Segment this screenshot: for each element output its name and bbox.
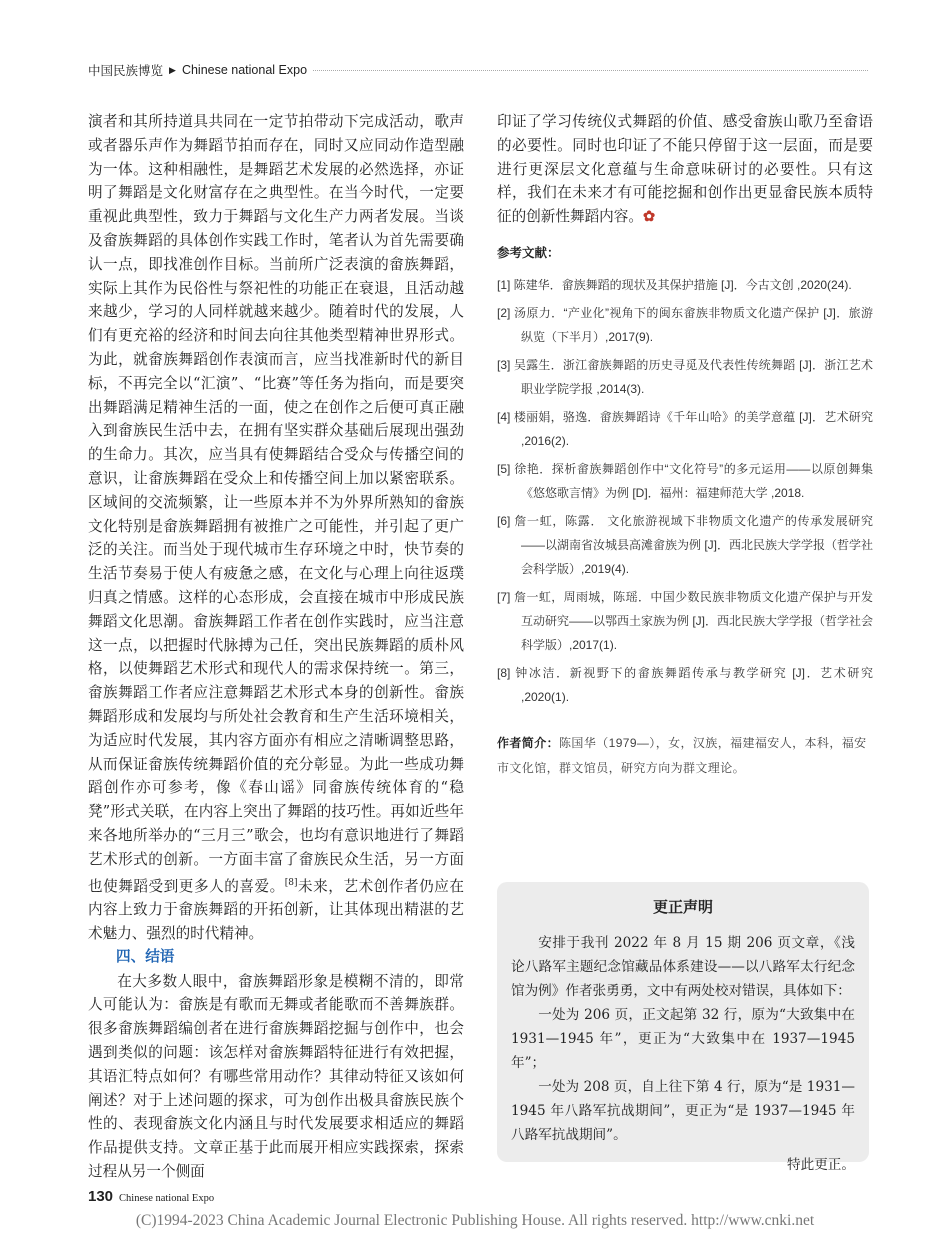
correction-title: 更正声明 xyxy=(652,899,713,916)
author-bio-text: 陈国华（1979—），女，汉族，福建福安人，本科，福安市文化馆，群文馆员，研究方向为群文理论。 xyxy=(497,735,867,775)
reference-item: [4] 楼丽娟，骆逸．畲族舞蹈诗《千年山哈》的美学意蕴 [J]．艺术研究 ,2016(2). xyxy=(497,409,873,448)
copyright-line: (C)1994-2023 China Academic Journal Electronic Publishing House. All rights reserved. http://www.cnki.net xyxy=(135,1212,815,1229)
correction-paragraph: 一处为 206 页，正文起第 32 行，原为“大致集中在 1931—1945 年”，更正为“大致集中在 1937—1945 年”； xyxy=(511,1007,855,1071)
reference-item: [1] 陈建华．畲族舞蹈的现状及其保护措施 [J]．今古文创 ,2020(24). xyxy=(497,277,852,292)
correction-paragraph: 安排于我刊 2022 年 8 月 15 期 206 页文章，《浅论八路军主题纪念馆藏品体系建设——以八路军太行纪念馆为例》作者张勇勇，文中有两处校对错误，具体如下： xyxy=(511,935,855,999)
reference-item: [7] 詹一虹，周雨城，陈瑶．中国少数民族非物质文化遗产保护与开发互动研究——以鄂西土家族为例 [J]．西北民族大学学报（哲学社会科学版）,2017(1). xyxy=(497,589,874,652)
correction-paragraph: 一处为 208 页，自上往下第 4 行，原为“是 1931—1945 年八路军抗战期间”，更正为“是 1937—1945 年八路军抗战期间”。 xyxy=(511,1079,855,1143)
references-list xyxy=(497,273,873,709)
correction-notice xyxy=(497,882,869,1173)
reference-item: [3] 吴露生．浙江畲族舞蹈的历史寻觅及代表性传统舞蹈 [J]．浙江艺术职业学院学报 ,2014(3). xyxy=(497,357,873,396)
author-bio-label: 作者简介： xyxy=(497,735,560,750)
author-bio xyxy=(497,731,873,781)
article-end-icon: ✿ xyxy=(642,208,656,226)
reference-item: [5] 徐艳．探析畲族舞蹈创作中“文化符号”的多元运用——以原创舞集《悠悠歌言情》为例 [D]．福州：福建师范大学 ,2018. xyxy=(497,461,873,500)
header-dotted-rule xyxy=(313,69,868,71)
reference-item: [6] 詹一虹，陈露． 文化旅游视域下非物质文化遗产的传承发展研究——以湖南省汝城县高滩畲族为例 [J]．西北民族大学学报（哲学社会科学版）,2019(4). xyxy=(497,513,874,576)
journal-name-en: Chinese national Expo xyxy=(181,63,308,77)
footer-magazine-name: Chinese national Expo xyxy=(119,1193,215,1204)
journal-name-cn: 中国民族博览 xyxy=(88,64,164,78)
correction-body xyxy=(511,931,855,1177)
citation-marker: [8] xyxy=(284,877,298,888)
reference-item: [2] 汤原力．“产业化”视角下的闽东畲族非物质文化遗产保护 [J]．旅游纵览（下半月）,2017(9). xyxy=(497,305,873,344)
left-column xyxy=(88,110,464,1184)
body-paragraph: 演者和其所持道具共同在一定节拍带动下完成活动，歌声或者器乐声作为舞蹈节拍而存在，同时又应同动作造型融为一体。这种相融性，是舞蹈艺术发展的必然选择，亦证明了舞蹈是文化财富存在之典型性。在当今时代，一定要重视此典型性，致力于舞蹈与文化生产力两者发展。当谈及畲族舞蹈的具体创作实践工作时，笔者认为首先需要确认一点，即找准创作目标。当前所广泛表演的畲族舞蹈，实际上其作为民俗性与祭祀性的功能正在衰退，且活动越来越少，学习的人同样就越来越少。随着时代的发展，人们有更充裕的经济和时间去向往其他类型精神世界形式。为此，就畲族舞蹈创作表演而言，应当找准新时代的新目标，不再完全以“汇演”、“比赛”等任务为指向，而是要突出舞蹈满足精神生活的一面，使之在创作之后便可真正融入到畲族民生活中去，在拥有坚实群众基础后展现出强劲的生命力。其次，应当具有使舞蹈结合受众与传播空间的意识，让畲族舞蹈在受众上和传播空间上加以紧密联系。区域间的交流频繁，让一些原本并不为外界所熟知的畲族文化特别是畲族舞蹈拥有被推广之可能性，并引起了更广泛的关注。而当处于现代城市生存环境之中时，快节奏的生活节奏易于使人有疲惫之感，在文化与心理上向往返璞归真之情感。这样的心态形成，会直接在城市中形成民族舞蹈文化思潮。畲族舞蹈工作者在创作实践时，应当注意这一点，以把握时代脉搏为己任，突出民族舞蹈的质朴风格，以使舞蹈艺术形式和现代人的需求保持统一。第三，畲族舞蹈工作者应注意舞蹈艺术形式本身的创新性。畲族舞蹈形成和发展均与所处社会教育和生产生活环境相关，为适应时代发展，其内容方面亦有相应之清晰调整思路，从而保证畲族传统舞蹈价值的充分彰显。为此一些成功舞蹈创作亦可参考，像《春山谣》同畲族传统体育的“稳凳”形式关联，在内容上突出了舞蹈的技巧性。再如近些年来各地所举办的“三月三”歌会，也均有意识地进行了舞蹈艺术形式的创新。一方面丰富了畲族民众生活，另一方面也使舞蹈受到更多人的喜爱。[8]未来，艺术创作者仍应在内容上致力于畲族舞蹈的开拓创新，让其体现出精湛的艺术魅力、强烈的时代精神。 xyxy=(88,113,464,942)
conclusion-paragraph: 在大多数人眼中，畲族舞蹈形象是模糊不清的，即常人可能认为：畲族是有歌而无舞或者能歌而不善舞族群。很多畲族舞蹈编创者在进行畲族舞蹈挖掘与创作中，也会遇到类似的问题：该怎样对畲族舞蹈特征进行有效把握，其语汇特点如何？有哪些常用动作？其律动特征又该如何阐述？对于上述问题的探求，可为创作出极具畲族民族个性的、表现畲族文化内涵且与时代发展要求相适应的舞蹈作品提供支持。文章正基于此而展开相应实践探索，探索过程从另一个侧面 xyxy=(88,972,464,1180)
page-footer xyxy=(88,1188,214,1205)
page-number: 130 xyxy=(88,1188,114,1205)
header-separator-icon: ▶ xyxy=(169,64,176,75)
reference-item: [8] 钟冰洁．新视野下的畲族舞蹈传承与教学研究 [J]．艺术研究 ,2020(1). xyxy=(497,665,873,704)
running-header xyxy=(88,60,868,80)
section-heading-conclusion: 四、结语 xyxy=(116,948,175,965)
continuation-paragraph: 印证了学习传统仪式舞蹈的价值、感受畲族山歌乃至畲语的必要性。同时也印证了不能只停留于这一层面，而是要进行更深层文化意蕴与生命意味研讨的必要性。只有这样，我们在未来才有可能挖掘和创作出更显畲民族本质特征的创新性舞蹈内容。✿ xyxy=(497,113,873,226)
correction-signoff: 特此更正。 xyxy=(787,1157,855,1173)
references-title: 参考文献： xyxy=(497,245,560,260)
right-column xyxy=(497,110,873,781)
